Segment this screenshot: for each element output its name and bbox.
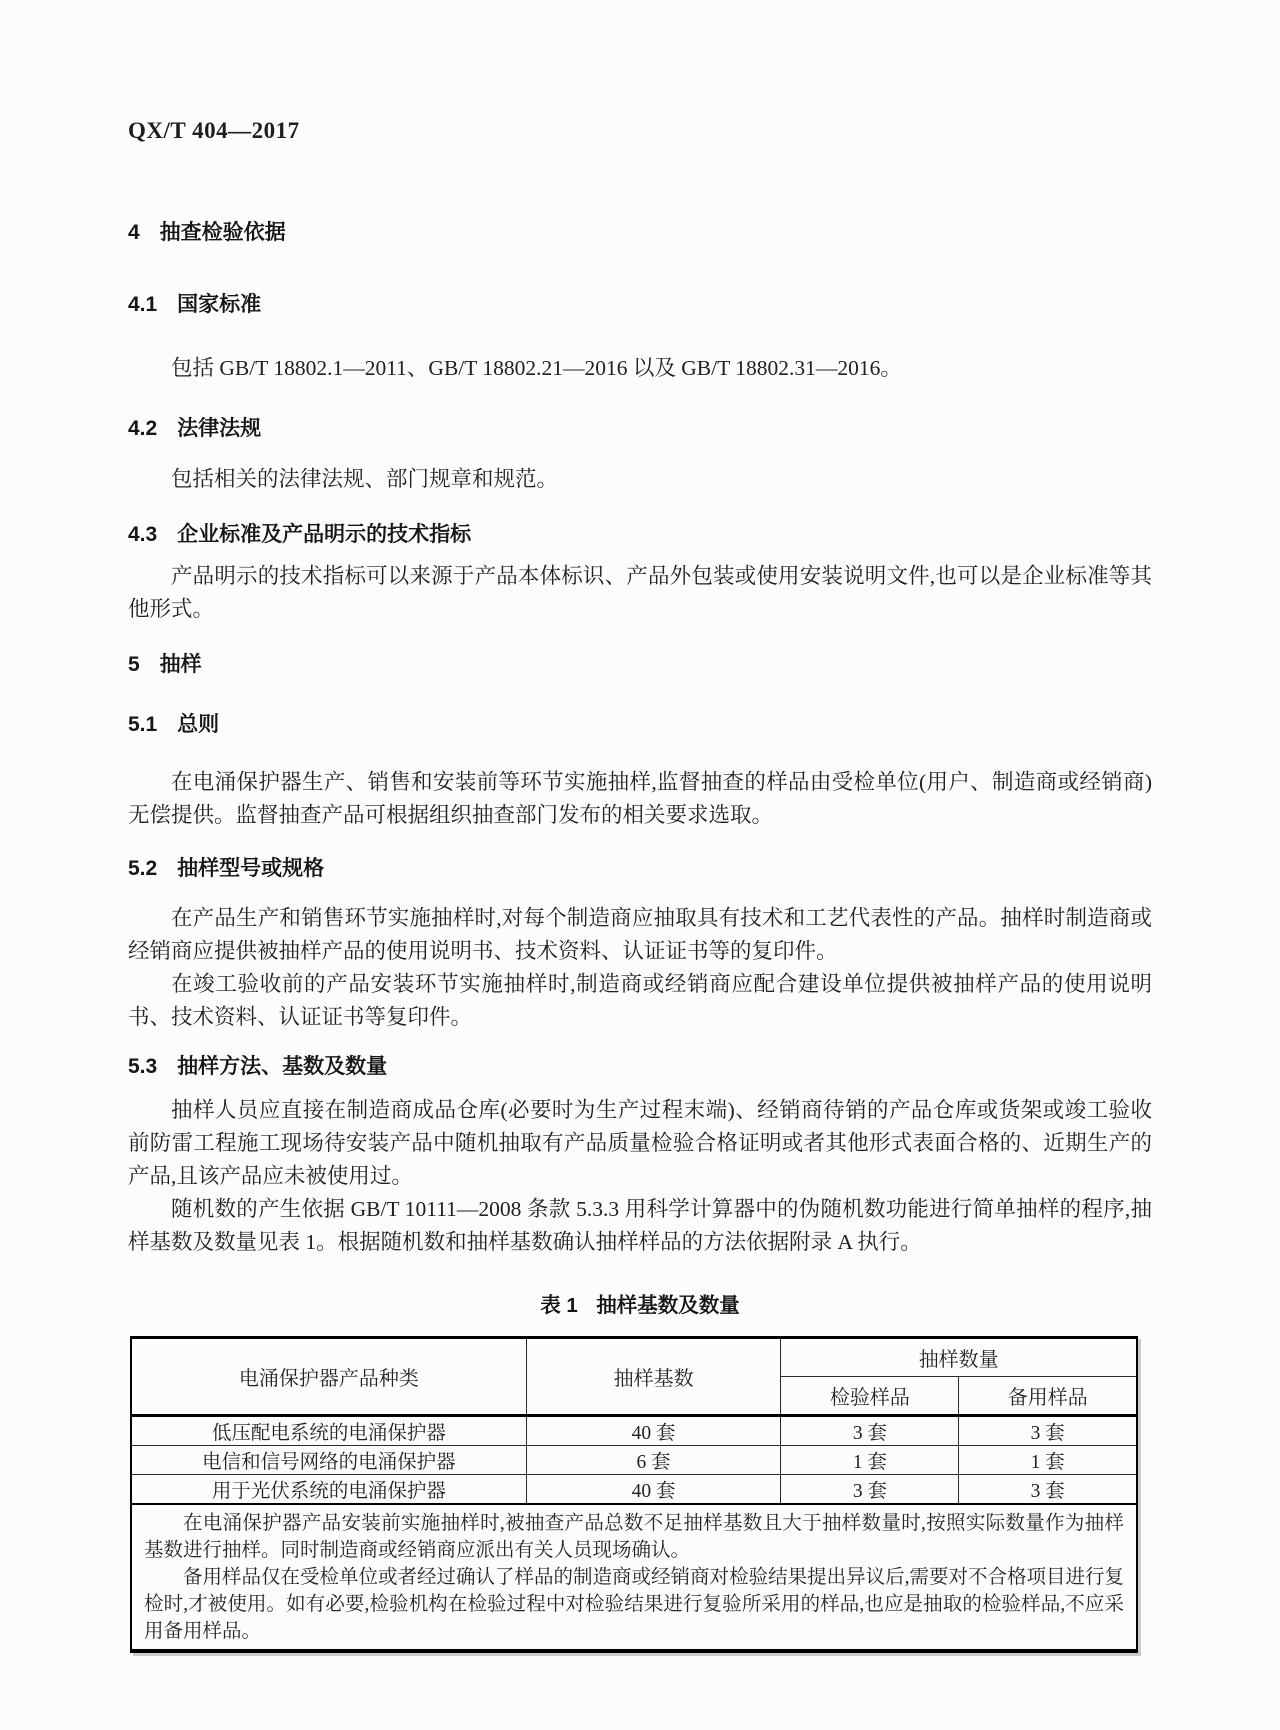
table-row xyxy=(131,1475,1137,1505)
section-4-2-title: 法律法规 xyxy=(177,417,262,440)
section-4-1-number: 4.1 xyxy=(128,293,158,316)
section-4-3-number: 4.3 xyxy=(128,523,158,546)
section-5-3-title: 抽样方法、基数及数量 xyxy=(177,1055,388,1078)
section-5-title: 抽样 xyxy=(159,653,202,676)
section-5-1-paragraph: 在电涌保护器生产、销售和安装前等环节实施抽样,监督抽查的样品由受检单位(用户、制造商或经销商)无偿提供。监督抽查产品可根据组织抽查部门发布的相关要求选取。 xyxy=(128,770,1152,827)
section-4-2-heading xyxy=(128,412,1152,442)
section-5-3-paragraphs xyxy=(128,1094,1152,1259)
cell-sample-base: 40 套 xyxy=(526,1416,781,1446)
section-5-2-paragraph-1: 在产品生产和销售环节实施抽样时,对每个制造商应抽取具有技术和工艺代表性的产品。抽样时制造商或经销商应提供被抽样产品的使用说明书、技术资料、认证证书等的复印件。 xyxy=(128,906,1152,963)
section-5-2-title: 抽样型号或规格 xyxy=(177,857,325,880)
cell-test-sample: 3 套 xyxy=(781,1475,959,1505)
section-4-2-number: 4.2 xyxy=(128,417,158,440)
section-4-1-paragraph: 包括 GB/T 18802.1—2011、GB/T 18802.21—2016 以及 GB/T 18802.31—2016。 xyxy=(171,356,902,380)
section-5-3-heading xyxy=(128,1050,1152,1080)
section-4-3-paragraph: 产品明示的技术指标可以来源于产品本体标识、产品外包装或使用安装说明文件,也可以是企业标准等其他形式。 xyxy=(128,564,1152,621)
table-header-group-row xyxy=(131,1338,1137,1377)
section-4-title: 抽查检验依据 xyxy=(159,221,286,244)
table-row xyxy=(131,1446,1137,1475)
section-5-1-heading xyxy=(128,708,1152,738)
section-5-3-number: 5.3 xyxy=(128,1055,158,1078)
table-1-caption-label: 表 1 xyxy=(540,1294,578,1317)
col-header-test-sample: 检验样品 xyxy=(781,1377,959,1416)
cell-product-type: 用于光伏系统的电涌保护器 xyxy=(131,1475,526,1505)
section-5-3-paragraph-1: 抽样人员应直接在制造商成品仓库(必要时为生产过程末端)、经销商待销的产品仓库或货架或竣工验收前防雷工程施工现场待安装产品中随机抽取有产品质量检验合格证明或者其他形式表面合格的、近期生产的产品,且该产品应未被使用过。 xyxy=(128,1098,1152,1188)
section-4-3-title: 企业标准及产品明示的技术指标 xyxy=(177,523,472,546)
table-1-caption-title: 抽样基数及数量 xyxy=(596,1294,740,1317)
col-header-backup-sample: 备用样品 xyxy=(959,1377,1137,1416)
table-row xyxy=(131,1416,1137,1446)
section-5-2-paragraph-2: 在竣工验收前的产品安装环节实施抽样时,制造商或经销商应配合建设单位提供被抽样产品的使用说明书、技术资料、认证证书等复印件。 xyxy=(128,972,1152,1029)
table-notes-row xyxy=(131,1504,1137,1651)
section-4-1-heading xyxy=(128,288,1152,318)
cell-sample-base: 6 套 xyxy=(526,1446,781,1475)
cell-product-type: 电信和信号网络的电涌保护器 xyxy=(131,1446,526,1475)
section-5-2-paragraphs xyxy=(128,902,1152,1034)
table-note-2: 备用样品仅在受检单位或者经过确认了样品的制造商或经销商对检验结果提出异议后,需要对不合格项目进行复检时,才被使用。如有必要,检验机构在检验过程中对检验结果进行复验所采用的样品,也应是抽取的检验样品,不应采用备用样品。 xyxy=(144,1567,1124,1642)
col-header-sample-quantity: 抽样数量 xyxy=(781,1338,1137,1377)
col-header-product-type: 电涌保护器产品种类 xyxy=(131,1338,526,1416)
section-5-2-heading xyxy=(128,852,1152,882)
table-note-1: 在电涌保护器产品安装前实施抽样时,被抽查产品总数不足抽样基数且大于抽样数量时,按照实际数量作为抽样基数进行抽样。同时制造商或经销商应派出有关人员现场确认。 xyxy=(144,1513,1124,1561)
section-5-heading xyxy=(128,648,1152,678)
section-4-2-paragraph: 包括相关的法律法规、部门规章和规范。 xyxy=(171,467,559,491)
section-5-1-number: 5.1 xyxy=(128,713,158,736)
cell-test-sample: 3 套 xyxy=(781,1416,959,1446)
table-notes xyxy=(131,1504,1137,1651)
section-5-1-title: 总则 xyxy=(177,713,220,736)
doc-number: QX/T 404—2017 xyxy=(128,118,300,143)
section-4-1-title: 国家标准 xyxy=(177,293,262,316)
cell-backup-sample: 3 套 xyxy=(959,1475,1137,1505)
cell-test-sample: 1 套 xyxy=(781,1446,959,1475)
section-4-number: 4 xyxy=(128,221,140,244)
col-header-sample-base: 抽样基数 xyxy=(526,1338,781,1416)
section-5-3-paragraph-2: 随机数的产生依据 GB/T 10111—2008 条款 5.3.3 用科学计算器中的伪随机数功能进行简单抽样的程序,抽样基数及数量见表 1。根据随机数和抽样基数确认抽样样品的方法依据附录 A 执行。 xyxy=(128,1197,1152,1254)
sampling-table xyxy=(130,1336,1138,1653)
cell-sample-base: 40 套 xyxy=(526,1475,781,1505)
section-5-2-number: 5.2 xyxy=(128,857,158,880)
cell-backup-sample: 3 套 xyxy=(959,1416,1137,1446)
cell-backup-sample: 1 套 xyxy=(959,1446,1137,1475)
section-4-3-heading xyxy=(128,518,1152,548)
section-5-number: 5 xyxy=(128,653,140,676)
table-1-caption xyxy=(128,1288,1152,1318)
cell-product-type: 低压配电系统的电涌保护器 xyxy=(131,1416,526,1446)
section-4-heading xyxy=(128,216,1152,246)
